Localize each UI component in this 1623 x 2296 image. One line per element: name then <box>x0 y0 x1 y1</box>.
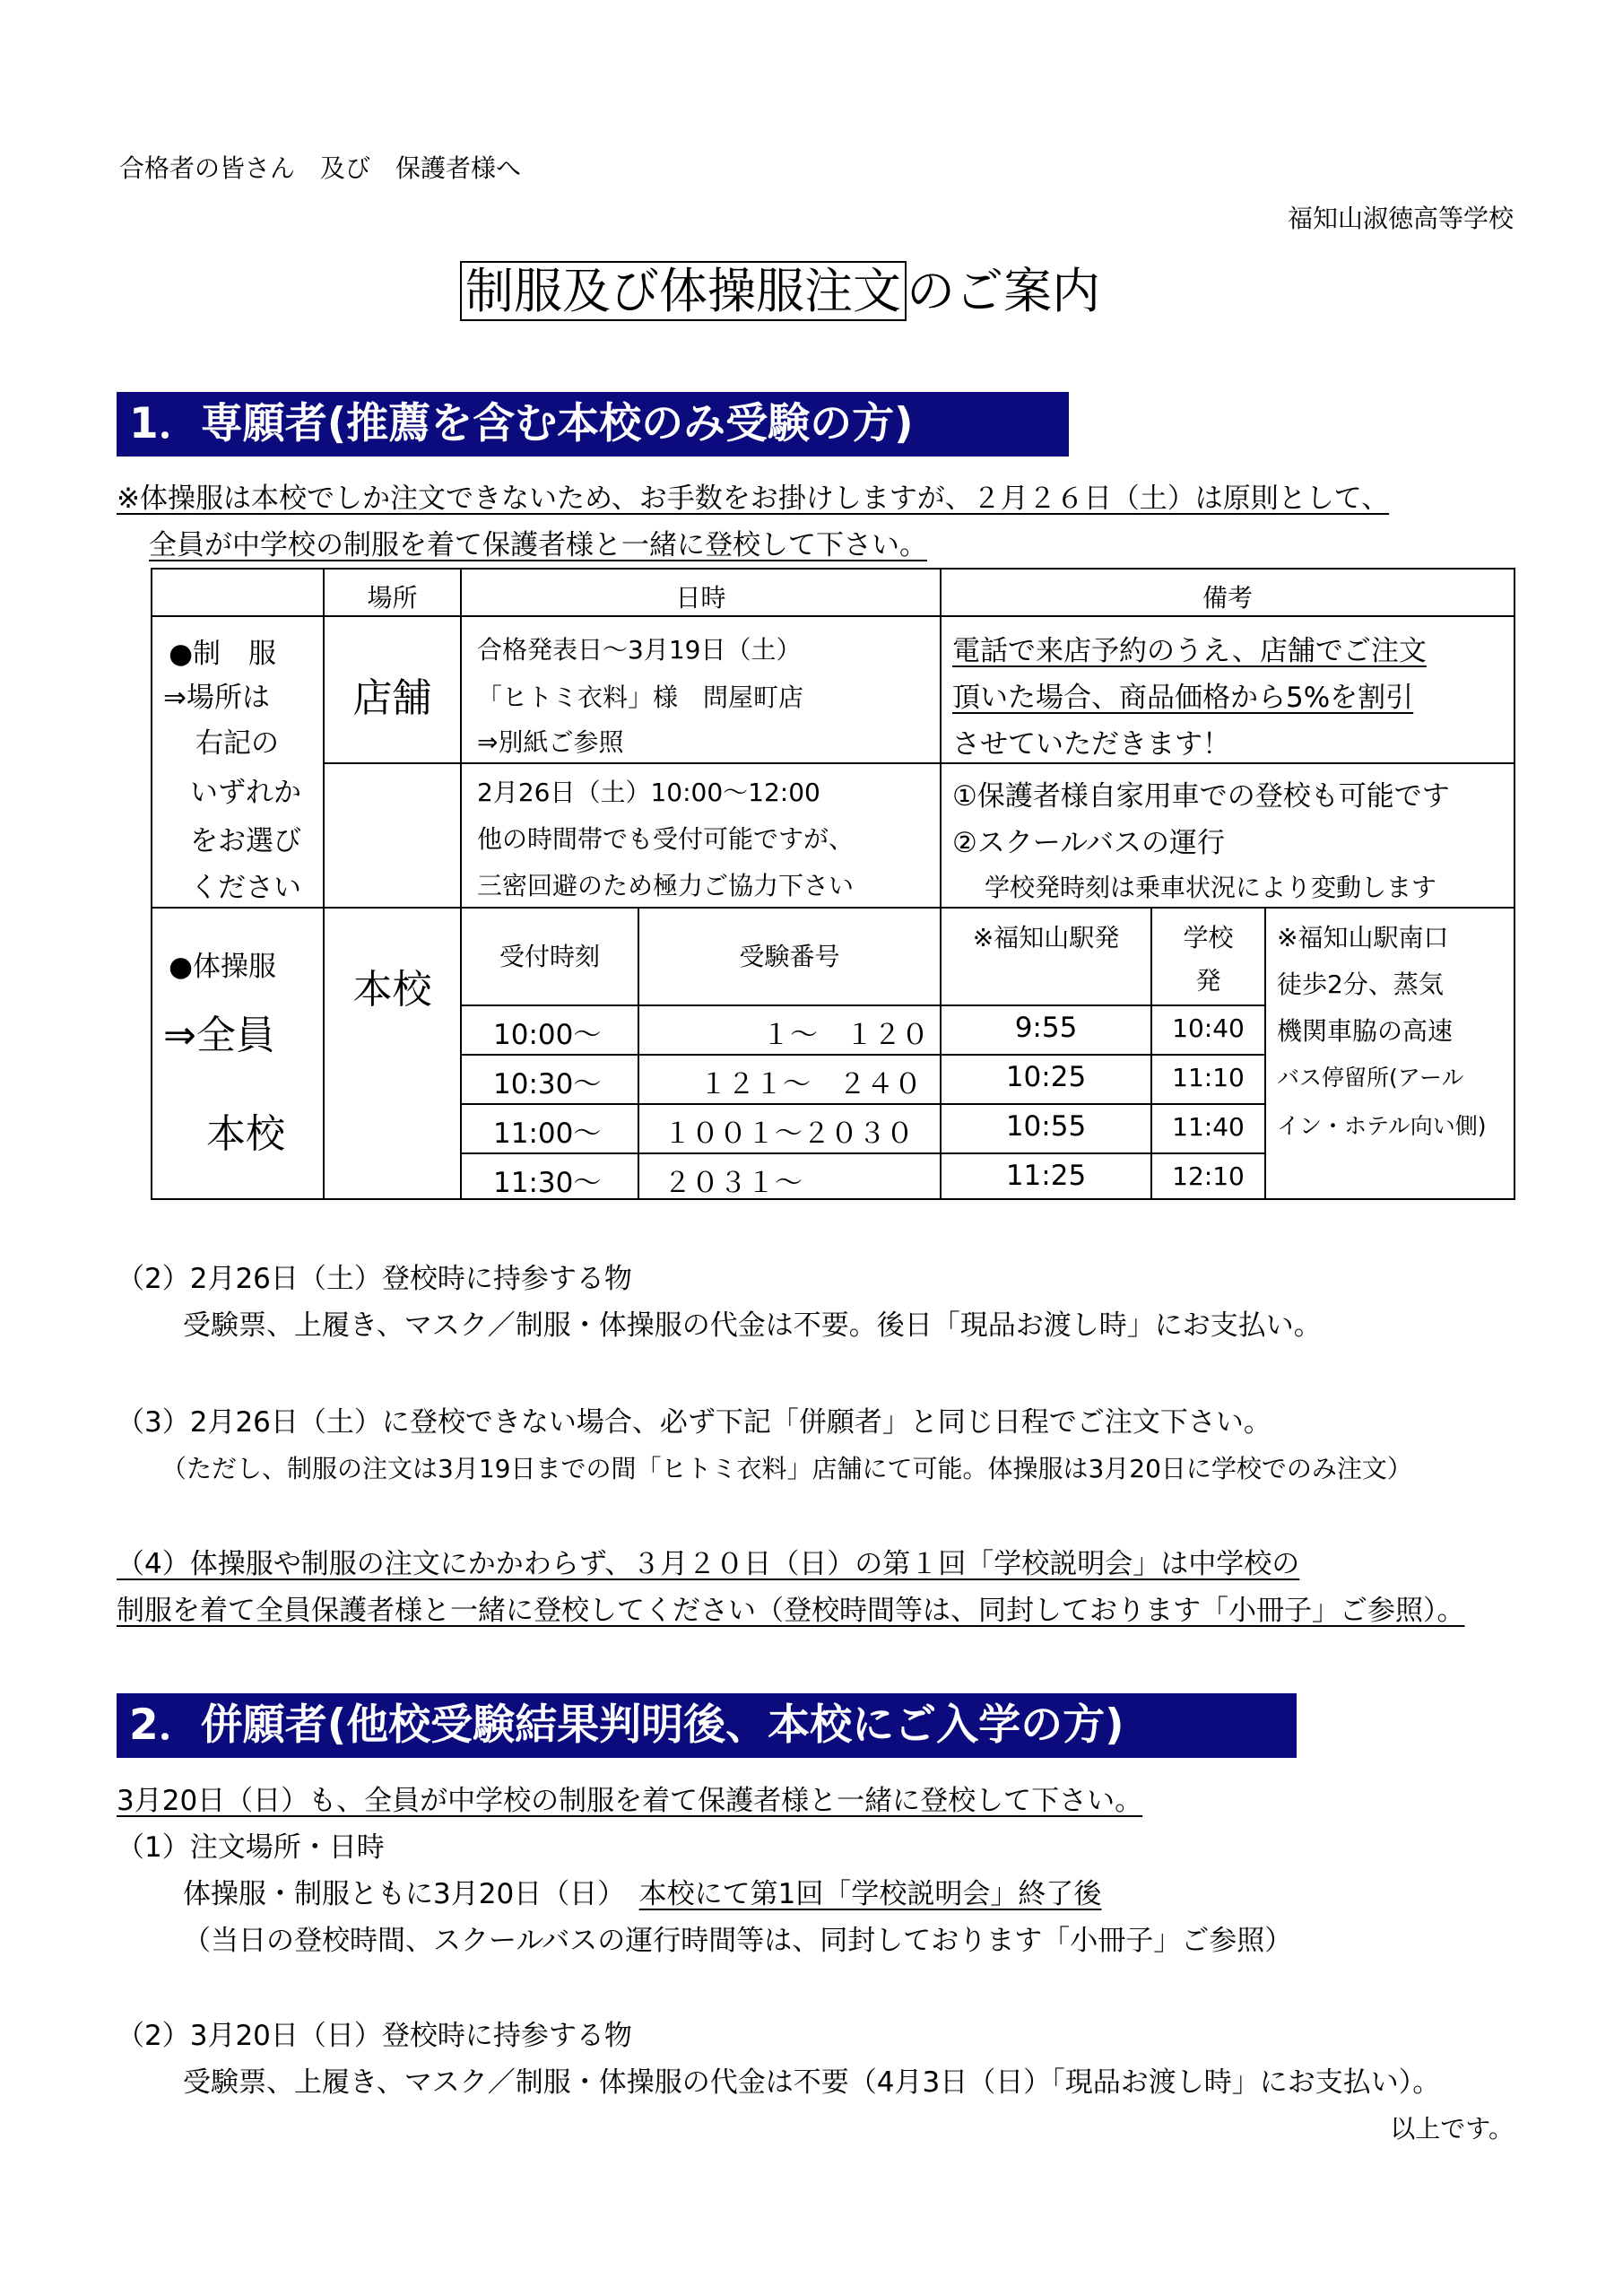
row-station: 10:25 <box>1005 1061 1087 1093</box>
subheader-reception: 受付時刻 <box>499 942 600 971</box>
section1-item2-body: 受験票、上履き、マスク／制服・体操服の代金は不要。後日「現品お渡し時」にお支払い。 <box>183 1309 1322 1342</box>
bus-note-2: 徒歩2分、蒸気 <box>1277 970 1444 999</box>
header-datetime: 日時 <box>675 583 726 613</box>
section1-notice-line2: 全員が中学校の制服を着て保護者様と一緒に登校して下さい。 <box>149 529 927 561</box>
section1-notice-line1: ※体操服は本校でしか注文できないため、お手数をお掛けしますが、２月２６日（土）は原則として、 <box>117 483 1390 515</box>
gym-label-1: ●体操服 <box>169 951 277 983</box>
subheader-school-dep-1: 学校 <box>1183 923 1234 952</box>
store-place: 店舗 <box>352 675 432 721</box>
row-exam: １２１～ ２４０ <box>699 1068 922 1100</box>
bus-note-1: ※福知山駅南口 <box>1277 923 1449 952</box>
uniform-label-6: ください <box>190 872 301 904</box>
school-remarks-1: ①保護者様自家用車での登校も可能です <box>952 780 1450 813</box>
row-station: 10:55 <box>1005 1110 1087 1143</box>
store-datetime-1: 合格発表日～3月19日（土） <box>477 635 802 665</box>
section1-item4-line1: （4）体操服や制服の注文にかかわらず、３月２０日（日）の第１回「学校説明会」は中学校の <box>117 1548 1300 1580</box>
row-time: 11:30～ <box>493 1167 602 1199</box>
subheader-exam-no: 受験番号 <box>739 942 840 971</box>
addressee: 合格者の皆さん 及び 保護者様へ <box>119 153 522 183</box>
section2-item1-title: （1）注文場所・日時 <box>117 1831 385 1864</box>
section2-item1-line1: 体操服・制服ともに3月20日（日） 本校にて第1回「学校説明会」終了後 <box>183 1878 1102 1910</box>
row-station: 9:55 <box>1014 1012 1078 1044</box>
store-remarks-1: 電話で来店予約のうえ、店舗でご注文 <box>952 635 1427 667</box>
section1-item2-title: （2）2月26日（土）登校時に持参する物 <box>117 1263 632 1295</box>
row-exam: １００１～２０３０ <box>664 1118 914 1150</box>
school-datetime-1: 2月26日（土）10:00～12:00 <box>477 778 820 807</box>
row-school: 11:10 <box>1172 1063 1245 1092</box>
store-datetime-2: 「ヒトミ衣料」様 問屋町店 <box>477 683 804 712</box>
row-station: 11:25 <box>1005 1160 1087 1192</box>
school-remarks-2: ②スクールバスの運行 <box>952 827 1226 859</box>
row-school: 10:40 <box>1172 1013 1245 1043</box>
row-time: 11:00～ <box>493 1118 602 1150</box>
uniform-label-1: ●制 服 <box>169 638 277 670</box>
school-name: 福知山淑徳高等学校 <box>1287 204 1514 233</box>
section2-item2-title: （2）3月20日（日）登校時に持参する物 <box>117 2020 632 2052</box>
header-remarks: 備考 <box>1202 583 1253 613</box>
section2-item1-line2: （当日の登校時間、スクールバスの運行時間等は、同封しております「小冊子」ご参照） <box>183 1925 1293 1957</box>
store-remarks-3: させていただきます！ <box>952 728 1230 761</box>
header-place: 場所 <box>367 583 418 613</box>
gym-label-3: 本校 <box>206 1111 285 1157</box>
section1-item3-title: （3）2月26日（土）に登校できない場合、必ず下記「併願者」と同じ日程でご注文下さい。 <box>117 1406 1271 1439</box>
school-remarks-3: 学校発時刻は乗車状況により変動します <box>985 873 1437 902</box>
store-remarks-2: 頂いた場合、商品価格から5%を割引 <box>952 682 1414 714</box>
section1-item4-line2: 制服を着て全員保護者様と一緒に登校してください（登校時間等は、同封しております「小冊子」ご参照）。 <box>117 1595 1465 1627</box>
uniform-label-2: ⇒場所は <box>163 682 270 714</box>
section2-item2-body: 受験票、上履き、マスク／制服・体操服の代金は不要（4月3日（日）「現品お渡し時」にお支払い）。 <box>183 2066 1441 2099</box>
school-datetime-3: 三密回避のため極力ご協力下さい <box>477 871 855 900</box>
page-title <box>460 253 1100 322</box>
gym-label-2: ⇒全員 <box>163 1013 275 1058</box>
school-place: 本校 <box>352 967 432 1013</box>
section1-banner: 1．専願者(推薦を含む本校のみ受験の方) <box>117 392 1069 457</box>
store-datetime-3: ⇒別紙ご参照 <box>477 727 624 757</box>
bus-note-3: 機関車脇の高速 <box>1277 1016 1454 1046</box>
uniform-label-3: 右記の <box>195 727 279 760</box>
row-exam: １～ １２０ <box>762 1019 929 1051</box>
section2-notice: 3月20日（日）も、全員が中学校の制服を着て保護者様と一緒に登校して下さい。 <box>117 1785 1143 1817</box>
row-exam: ２０３１～ <box>664 1167 803 1199</box>
section2-banner: 2．併願者(他校受験結果判明後、本校にご入学の方) <box>117 1693 1297 1758</box>
uniform-label-4: いずれか <box>190 777 301 809</box>
row-school: 11:40 <box>1172 1112 1245 1142</box>
subheader-station: ※福知山駅発 <box>972 923 1120 952</box>
uniform-label-5: をお選び <box>190 825 301 857</box>
bus-note-5: イン・ホテル向い側) <box>1277 1113 1487 1139</box>
school-datetime-2: 他の時間帯でも受付可能ですが、 <box>477 824 855 854</box>
page-title-boxed: 制服及び体操服注文 <box>460 261 907 321</box>
row-time: 10:00～ <box>493 1019 602 1051</box>
bus-note-4: バス停留所(アール <box>1277 1065 1464 1091</box>
closing-text: 以上です。 <box>1390 2114 1514 2144</box>
page-title-rest: のご案内 <box>907 263 1100 319</box>
row-time: 10:30～ <box>493 1068 602 1100</box>
row-school: 12:10 <box>1172 1161 1245 1191</box>
section1-item3-note: （ただし、制服の注文は3月19日までの間「ヒトミ衣料」店舗にて可能。体操服は3月20日に学校でのみ注文） <box>161 1454 1412 1483</box>
subheader-school-dep-2: 発 <box>1195 966 1221 996</box>
